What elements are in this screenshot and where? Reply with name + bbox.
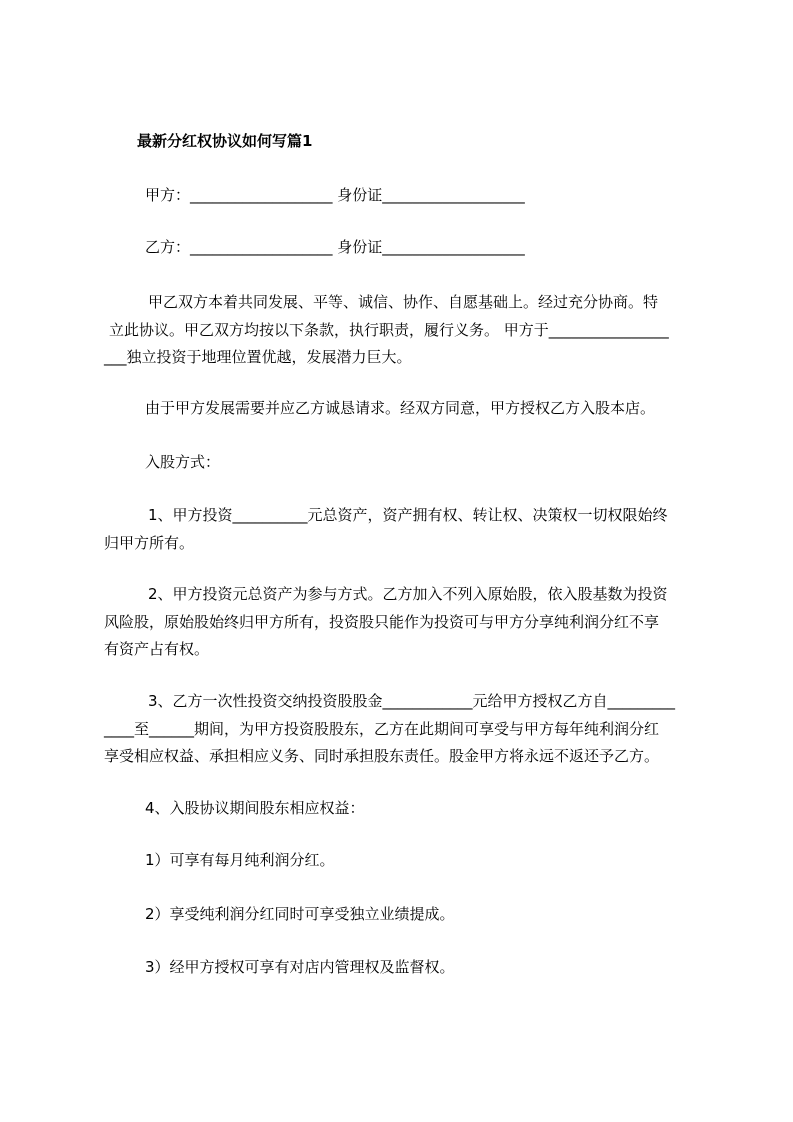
clause-1-line-2: 归甲方所有。 [104, 533, 195, 552]
intro-line-3: ___独立投资于地理位置优越，发展潜力巨大。 [104, 348, 412, 366]
right-item-3: 3）经甲方授权可享有对店内管理权及监督权。 [145, 958, 455, 976]
party-b-line: 乙方：___________________ 身份证___________________ [145, 238, 525, 256]
intro-line-2: 立此协议。甲乙双方均按以下条款，执行职责，履行义务。 甲方于________________ [109, 320, 669, 339]
clause-4-heading: 4、入股协议期间股东相应权益： [145, 799, 365, 817]
clause-2-line-2: 风险股，原始股始终归甲方所有，投资股只能作为投资可与甲方分享纯利润分红不享 [104, 612, 660, 631]
clause-3-line-2: ____至______期间，为甲方投资股股东，乙方在此期间可享受与甲方每年纯利润分红 [104, 719, 660, 738]
intro-line-1: 甲乙双方本着共同发展、平等、诚信、协作、自愿基础上。经过充分协商。特 [148, 293, 659, 311]
clause-2-line-1: 2、甲方投资元总资产为参与方式。乙方加入不列入原始股，依入股基数为投资 [148, 585, 668, 603]
clause-1 [104, 502, 694, 557]
party-a-line: 甲方：___________________ 身份证___________________ [145, 186, 525, 204]
method-heading: 入股方式： [145, 453, 221, 471]
clause-2-line-3: 有资产占有权。 [104, 640, 210, 658]
clause-1-line-1: 1、甲方投资__________元总资产，资产拥有权、转让权、决策权一切权限始终 [148, 506, 668, 524]
right-item-1: 1）可享有每月纯利润分红。 [145, 851, 335, 869]
right-item-2: 2）享受纯利润分红同时可享受独立业绩提成。 [145, 905, 455, 923]
clause-3-line-1: 3、乙方一次性投资交纳投资股股金____________元给甲方授权乙方自_________ [148, 692, 676, 710]
document-title: 最新分红权协议如何写篇1 [137, 132, 313, 150]
intro-paragraph [104, 289, 694, 372]
clause-2 [104, 581, 694, 664]
request-paragraph: 由于甲方发展需要并应乙方诚恳请求。经双方同意，甲方授权乙方入股本店。 [145, 399, 656, 417]
clause-3-line-3: 享受相应权益、承担相应义务、同时承担股东责任。股金甲方将永远不返还予乙方。 [104, 747, 660, 765]
clause-3 [104, 688, 694, 771]
